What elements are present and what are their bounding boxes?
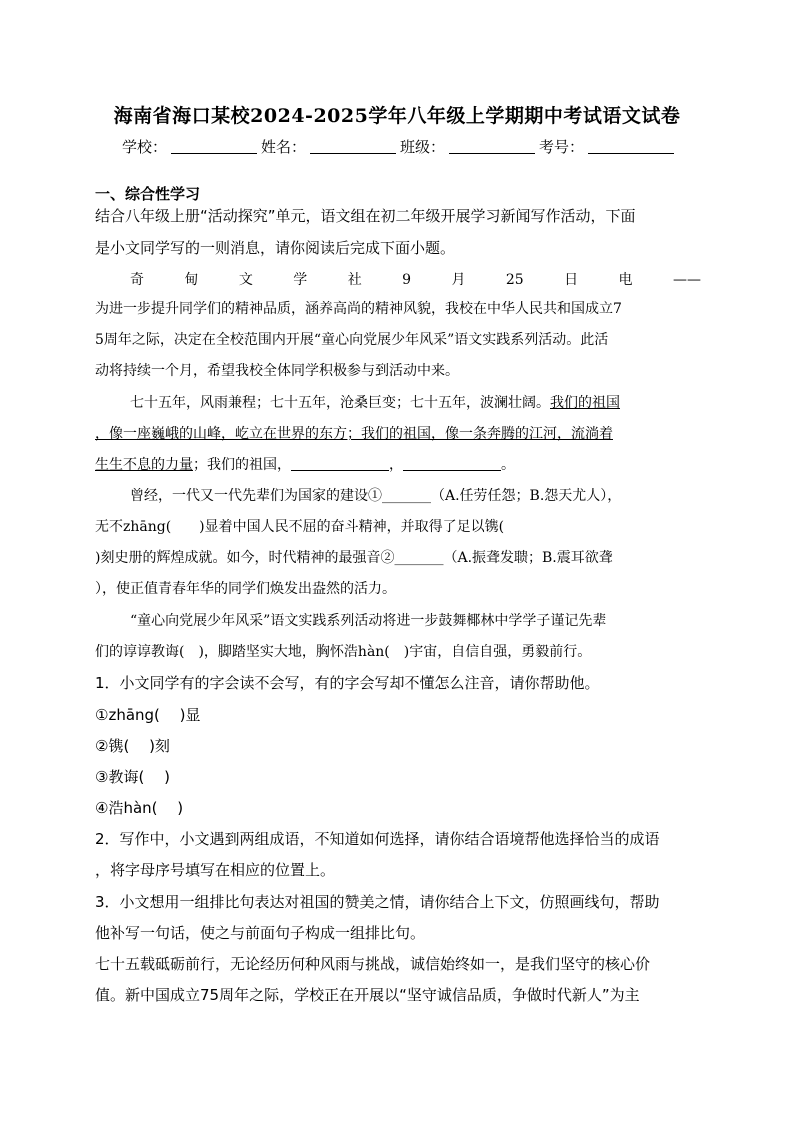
- question-2: 2．写作中，小文遇到两组成语，不知道如何选择，请你结合语境帮他选择恰当的成语: [95, 830, 660, 848]
- q1-item: ②镌( )刻: [95, 737, 170, 755]
- question-2: ，将字母序号填写在相应的位置上。: [95, 861, 336, 879]
- news-line: 动将持续一个月，希望我校全体同学积极参与到活动中来。: [95, 363, 459, 379]
- name-blank[interactable]: [310, 139, 396, 154]
- underlined-sentence: ，像一座巍峨的山峰，屹立在世界的东方: [95, 426, 347, 442]
- news-line: ，像一座巍峨的山峰，屹立在世界的东方；我们的祖国，像一条奔腾的江河，流淌着: [95, 426, 613, 442]
- student-info-row: [122, 136, 678, 157]
- news-line: “童心向党展少年风采”语文实践系列活动将进一步鼓舞椰林中学学子谨记先辈: [130, 613, 607, 629]
- underlined-sentence: 我们的祖国: [550, 395, 620, 411]
- page-title: 海南省海口某校2024-2025学年八年级上学期期中考试语文试卷: [113, 105, 681, 127]
- news-line: )刻史册的辉煌成就。如今，时代精神的最强音②_______（A.振聋发聩；B.震耳欲聋: [95, 550, 613, 566]
- number-blank[interactable]: [588, 139, 674, 154]
- q1-item: ③教诲( ): [95, 768, 170, 786]
- question-1: 1．小文同学有的字会读不会写，有的字会写却不懂怎么注音，请你帮助他。: [95, 674, 600, 692]
- intro-line: 是小文同学写的一则消息，请你阅读后完成下面小题。: [95, 239, 456, 257]
- news-line: 5周年之际，决定在全校范围内开展“童心向党展少年风采”语文实践系列活动。此活: [95, 332, 609, 348]
- underlined-sentence: 生生不息的力量: [95, 457, 193, 473]
- school-label: 学校：: [122, 138, 168, 156]
- class-blank[interactable]: [449, 139, 535, 154]
- answer-blank[interactable]: [403, 456, 501, 471]
- news-line: 无不zhāng( )显着中国人民不屈的奋斗精神，并取得了足以镌(: [95, 519, 505, 535]
- news-line: 七十五年，风雨兼程；七十五年，沧桑巨变；七十五年，波澜壮阔。我们的祖国: [130, 395, 620, 411]
- passage-line: 七十五载砥砺前行，无论经历何种风雨与挑战，诚信始终如一，是我们坚守的核心价: [95, 955, 651, 973]
- news-line: ），使正值青春年华的同学们焕发出盎然的活力。: [95, 581, 396, 597]
- q1-item: ④浩hàn( ): [95, 799, 184, 817]
- dateline: 奇 甸 文 学 社 9 月 25 日 电 ——: [130, 272, 701, 288]
- intro-line: 结合八年级上册“活动探究”单元，语文组在初二年级开展学习新闻写作活动，下面: [95, 207, 636, 225]
- passage-line: 值。新中国成立75周年之际，学校正在开展以“坚守诚信品质，争做时代新人”为主: [95, 986, 640, 1004]
- name-label: 姓名：: [261, 138, 307, 156]
- question-3: 3．小文想用一组排比句表达对祖国的赞美之情，请你结合上下文，仿照画线句，帮助: [95, 893, 660, 911]
- news-line: 生生不息的力量；我们的祖国， ， 。: [95, 457, 515, 473]
- number-label: 考号：: [539, 138, 585, 156]
- answer-blank[interactable]: [291, 456, 389, 471]
- school-blank[interactable]: [171, 139, 257, 154]
- question-3: 他补写一句话，使之与前面句子构成一组排比句。: [95, 924, 426, 942]
- class-label: 班级：: [400, 138, 446, 156]
- news-line: 们的谆谆教诲( )，脚踏坚实大地，胸怀浩hàn( )宇宙，自信自强，勇毅前行。: [95, 644, 592, 660]
- news-line: 为进一步提升同学们的精神品质，涵养高尚的精神风貌，我校在中华人民共和国成立7: [95, 301, 622, 317]
- news-line: 曾经，一代又一代先辈们为国家的建设①_______（A.任劳任怨；B.怨天尤人），: [130, 488, 622, 504]
- section-heading: 一、综合性学习: [95, 185, 201, 203]
- q1-item: ①zhāng( )显: [95, 706, 201, 724]
